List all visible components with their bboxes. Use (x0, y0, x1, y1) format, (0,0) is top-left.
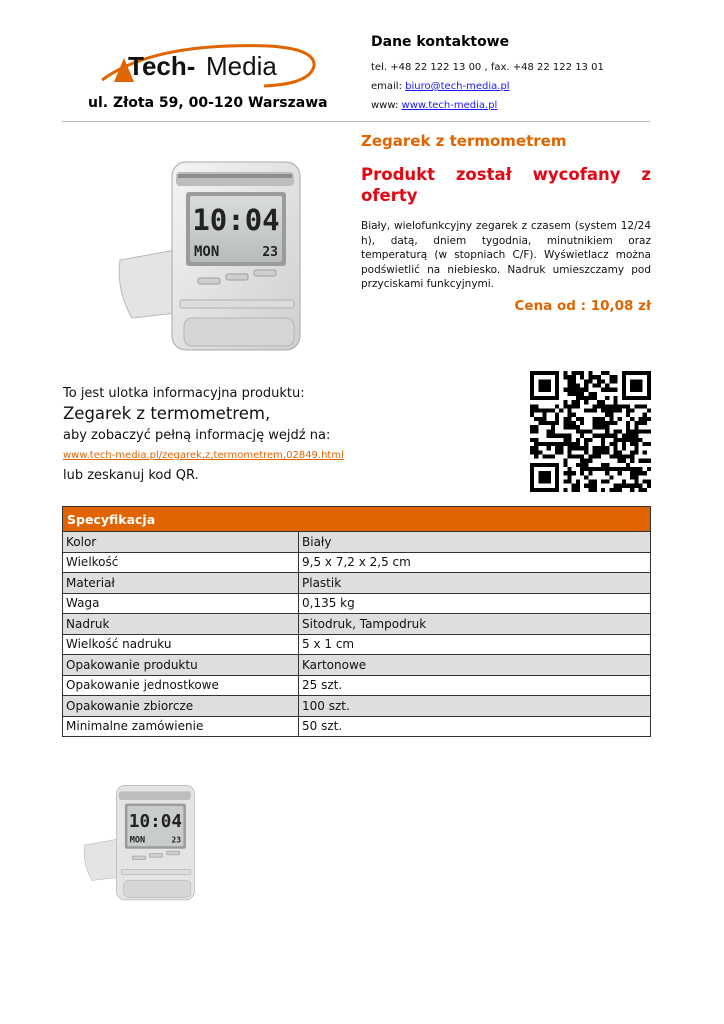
spec-key: Materiał (63, 573, 299, 594)
spec-key: Wielkość nadruku (63, 634, 299, 655)
product-image (114, 150, 314, 360)
withdrawn-line-2: oferty (361, 186, 418, 205)
leaflet-intro: To jest ulotka informacyjna produktu: (63, 386, 305, 401)
spec-key: Opakowanie produktu (63, 655, 299, 676)
logo-text-tech: Tech- (128, 51, 196, 81)
spec-row (63, 716, 651, 737)
spec-value: Sitodruk, Tampodruk (299, 614, 651, 635)
spec-key: Opakowanie jednostkowe (63, 675, 299, 696)
spec-key: Waga (63, 593, 299, 614)
spec-value: 5 x 1 cm (299, 634, 651, 655)
leaflet-qr-hint: lub zeskanuj kod QR. (63, 468, 199, 483)
spec-row (63, 614, 651, 635)
spec-value: Kartonowe (299, 655, 651, 676)
logo-text-media: Media (206, 51, 277, 81)
email-link[interactable]: biuro@tech-media.pl (405, 81, 510, 92)
spec-row (63, 696, 651, 717)
leaflet-product-name: Zegarek z termometrem, (63, 404, 271, 423)
spec-value: 25 szt. (299, 675, 651, 696)
phone-line: tel. +48 22 122 13 00 , fax. +48 22 122 13 01 (371, 62, 604, 73)
www-label: www: (371, 100, 402, 111)
spec-header-row (63, 507, 651, 532)
leaflet-instruction: aby zobaczyć pełną informację wejdź na: (63, 428, 331, 443)
spec-key: Minimalne zamówienie (63, 716, 299, 737)
spec-key: Opakowanie zbiorcze (63, 696, 299, 717)
spec-row (63, 675, 651, 696)
spec-row (63, 634, 651, 655)
tech-media-logo (94, 40, 318, 88)
spec-key: Nadruk (63, 614, 299, 635)
small-clock-display-temp: 23 (171, 835, 182, 845)
spec-key: Kolor (63, 532, 299, 553)
spec-value: 0,135 kg (299, 593, 651, 614)
product-image-small (78, 778, 206, 906)
small-clock-display-day: MON (129, 835, 146, 846)
spec-value: 50 szt. (299, 716, 651, 737)
qr-code-icon[interactable] (530, 371, 651, 492)
spec-value: Biały (299, 532, 651, 553)
company-address: ul. Złota 59, 00-120 Warszawa (88, 95, 328, 111)
withdrawn-word-1: Produkt (361, 165, 435, 184)
spec-row (63, 532, 651, 553)
spec-row (63, 593, 651, 614)
withdrawn-word-2: został (455, 165, 512, 184)
clock-display-day: MON (194, 244, 220, 260)
spec-row (63, 573, 651, 594)
product-description: Biały, wielofunkcyjny zegarek z czasem (system 12/24 h), datą, dniem tygodnia, minutnikiem oraz temperaturą (w stopniach C/F). Wyświetlacz można podświetlić na niebiesko. Nadruk umieszczamy pod przyciskami funkcyjnymi. (361, 220, 651, 290)
product-name: Zegarek z termometrem (361, 132, 567, 150)
product-price: Cena od : 10,08 zł (514, 298, 651, 314)
spec-title: Specyfikacja (63, 507, 651, 532)
withdrawn-word-4: z (641, 165, 651, 184)
withdrawn-word-3: wycofany (532, 165, 621, 184)
small-clock-display-time: 10:04 (128, 811, 182, 832)
www-link[interactable]: www.tech-media.pl (401, 100, 498, 111)
header-divider (62, 121, 650, 122)
spec-value: 9,5 x 7,2 x 2,5 cm (299, 552, 651, 573)
contact-title: Dane kontaktowe (371, 34, 510, 50)
withdrawn-notice (361, 164, 651, 206)
spec-row (63, 552, 651, 573)
spec-value: Plastik (299, 573, 651, 594)
spec-key: Wielkość (63, 552, 299, 573)
spec-body (63, 532, 651, 737)
spec-value: 100 szt. (299, 696, 651, 717)
email-label: email: (371, 81, 406, 92)
clock-display-temp: 23 (262, 245, 278, 260)
product-url-link[interactable]: www.tech-media.pl/zegarek,z,termometrem,02849.html (63, 450, 344, 461)
leaflet-info (63, 386, 483, 485)
www-line (371, 96, 671, 115)
spec-row (63, 655, 651, 676)
spec-table (62, 506, 651, 737)
email-line (371, 77, 671, 96)
clock-display-time: 10:04 (192, 203, 280, 237)
contact-block (371, 34, 671, 115)
